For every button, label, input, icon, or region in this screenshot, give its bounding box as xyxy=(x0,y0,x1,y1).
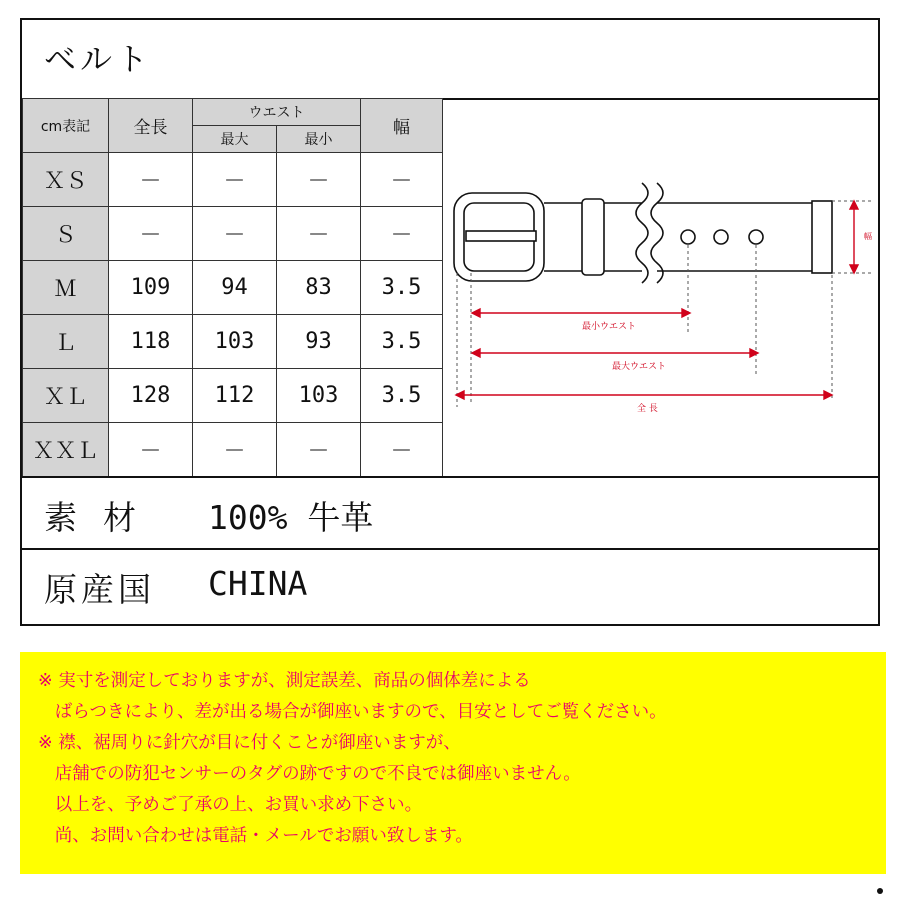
spec-card xyxy=(20,18,880,626)
total-cell: － xyxy=(109,153,193,207)
title-row xyxy=(22,20,878,100)
size-cell: ＸＬ xyxy=(23,369,109,423)
min-cell: 83 xyxy=(277,261,361,315)
break-mark-left xyxy=(636,183,648,283)
size-table xyxy=(22,98,443,477)
waist-min-header: 最小 xyxy=(277,126,361,153)
max-cell: 94 xyxy=(193,261,277,315)
width-label: 幅 xyxy=(864,232,872,241)
table-row xyxy=(23,423,443,477)
table-row xyxy=(23,369,443,423)
min-cell: － xyxy=(277,423,361,477)
width-cell: － xyxy=(361,207,443,261)
width-cell: 3.5 xyxy=(361,261,443,315)
total-cell: 128 xyxy=(109,369,193,423)
notice-line: 以上を、予めご了承の上、お買い求め下さい。 xyxy=(38,795,423,815)
table-row xyxy=(23,207,443,261)
belt-tip xyxy=(812,201,832,273)
waist-header: ウエスト xyxy=(193,99,361,126)
min-cell: － xyxy=(277,207,361,261)
width-cell: 3.5 xyxy=(361,369,443,423)
buckle-prong xyxy=(466,231,536,241)
material-row xyxy=(22,476,878,548)
total-length-label: 全 長 xyxy=(637,404,658,414)
origin-label: 原産国 xyxy=(44,570,155,609)
table-row xyxy=(23,261,443,315)
min-waist-label: 最小ウエスト xyxy=(582,322,637,332)
size-cell: Ｌ xyxy=(23,315,109,369)
belt-diagram xyxy=(442,155,882,455)
max-cell: 112 xyxy=(193,369,277,423)
hole-icon xyxy=(749,230,763,244)
notice-line: 店舗での防犯センサーのタグの跡ですので不良では御座いません。 xyxy=(38,764,581,784)
product-title: ベルト xyxy=(44,40,153,78)
max-cell: － xyxy=(193,207,277,261)
hole-icon xyxy=(714,230,728,244)
material-value: 100% 牛革 xyxy=(208,498,374,537)
total-cell: － xyxy=(109,207,193,261)
width-cell: 3.5 xyxy=(361,315,443,369)
notice-line: ばらつきにより、差が出る場合が御座いますので、目安としてご覧ください。 xyxy=(38,702,667,722)
max-cell: 103 xyxy=(193,315,277,369)
min-cell: 93 xyxy=(277,315,361,369)
min-cell: 103 xyxy=(277,369,361,423)
table-row xyxy=(23,315,443,369)
size-cell: ＸＳ xyxy=(23,153,109,207)
min-cell: － xyxy=(277,153,361,207)
total-cell: 118 xyxy=(109,315,193,369)
unit-header: cm表記 xyxy=(23,99,109,153)
size-cell: ＸＸＬ xyxy=(23,423,109,477)
size-cell: Ｍ xyxy=(23,261,109,315)
width-cell: － xyxy=(361,153,443,207)
total-cell: 109 xyxy=(109,261,193,315)
total-length-header: 全長 xyxy=(109,99,193,153)
origin-value: CHINA xyxy=(208,564,308,603)
width-cell: － xyxy=(361,423,443,477)
material-label: 素材 xyxy=(44,498,162,537)
origin-row xyxy=(22,548,878,626)
belt-keeper xyxy=(582,199,604,275)
waist-max-header: 最大 xyxy=(193,126,277,153)
max-waist-label: 最大ウエスト xyxy=(612,362,667,372)
size-cell: Ｓ xyxy=(23,207,109,261)
width-header: 幅 xyxy=(361,99,443,153)
notice-line: ※ 襟、裾周りに針穴が目に付くことが御座いますが、 xyxy=(38,733,461,753)
break-mark-right xyxy=(651,183,663,283)
notice-box xyxy=(20,652,886,874)
hole-icon xyxy=(681,230,695,244)
table-row xyxy=(23,153,443,207)
corner-dot xyxy=(877,888,883,894)
belt-outline xyxy=(454,183,832,283)
max-cell: － xyxy=(193,423,277,477)
max-cell: － xyxy=(193,153,277,207)
total-cell: － xyxy=(109,423,193,477)
notice-line: ※ 実寸を測定しておりますが、測定誤差、商品の個体差による xyxy=(38,671,531,691)
notice-line: 尚、お問い合わせは電話・メールでお願い致します。 xyxy=(38,826,473,846)
